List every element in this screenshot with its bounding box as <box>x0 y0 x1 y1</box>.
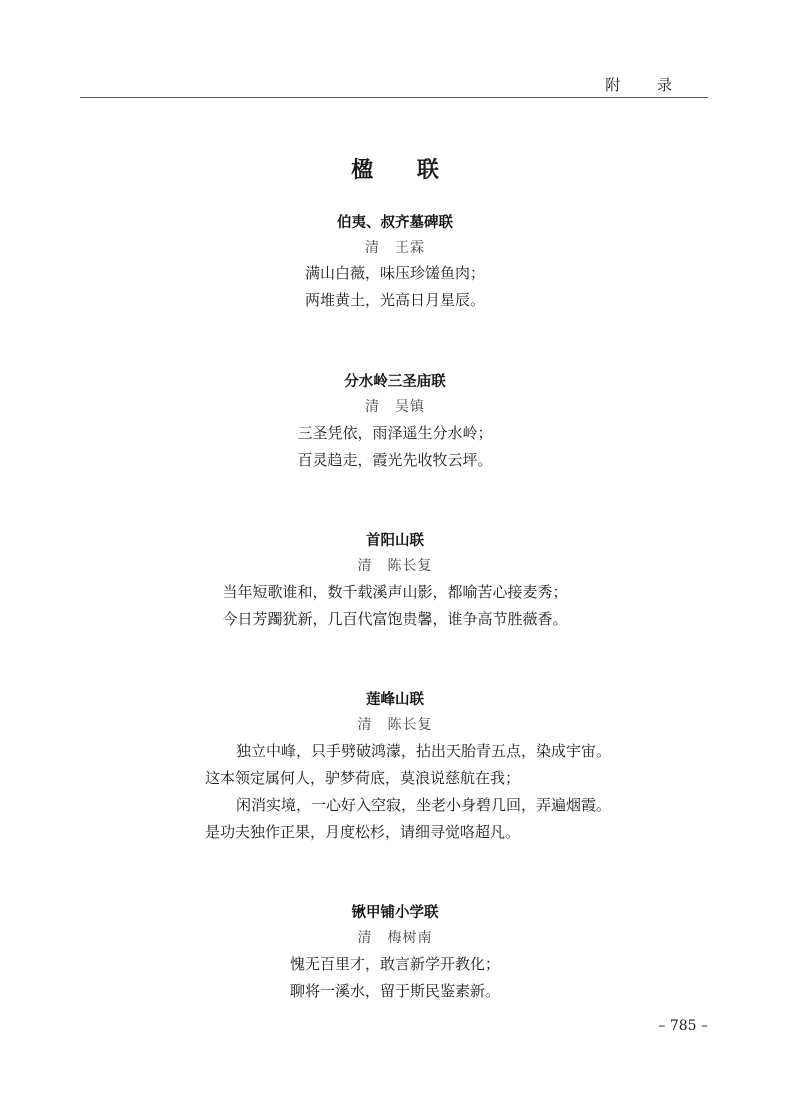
couplet-title: 分水岭三圣庙联 <box>344 374 446 390</box>
couplet-line: 百灵趋走，霞光先收牧云坪。 <box>297 451 493 469</box>
couplet-line: 这本领定属何人，驴梦荷底，莫浪说慈航在我； <box>205 769 521 787</box>
header-rule <box>80 97 708 98</box>
running-header: 附 录 <box>605 76 688 94</box>
couplet-line: 满山白薇，味压珍馐鱼肉； <box>304 264 485 282</box>
couplet-line: 独立中峰，只手劈破鸿濛，拈出天胎青五点，染成宇宙。 <box>236 742 612 760</box>
couplet-author: 清 梅树南 <box>357 930 433 946</box>
couplet-line: 是功夫独作正果，月度松杉，请细寻觉咯超凡。 <box>205 823 521 841</box>
couplet-line: 闲消实境，一心好入空寂，坐老小身碧几回，弄遍烟霞。 <box>236 796 612 814</box>
couplet-line: 聊将一溪水，留于斯民鉴素新。 <box>289 982 500 1000</box>
couplet-line: 愧无百里才，敢言新学开教化； <box>289 955 500 973</box>
couplet-line: 三圣凭依，雨泽遥生分水岭； <box>297 424 493 442</box>
couplet-author: 清 王霖 <box>365 240 425 256</box>
page-title: 楹 联 <box>351 158 457 183</box>
couplet-line: 两堆黄土，光高日月星辰。 <box>304 291 485 309</box>
page-number: – 785 – <box>658 1018 708 1034</box>
couplet-title: 首阳山联 <box>366 533 424 549</box>
couplet-author: 清 陈长复 <box>357 558 433 574</box>
couplet-author: 清 陈长复 <box>357 717 433 733</box>
couplet-line: 当年短歌谁和，数千载溪声山影，都喻苦心接麦秀； <box>222 583 568 601</box>
couplet-author: 清 吴镇 <box>365 399 425 415</box>
couplet-line: 今日芳躅犹新，几百代富饱贵馨，谁争高节胜薇香。 <box>222 610 568 628</box>
couplet-title: 伯夷、叔齐墓碑联 <box>337 215 453 231</box>
couplet-title: 锹甲铺小学联 <box>351 905 439 921</box>
couplet-title: 莲峰山联 <box>366 692 424 708</box>
